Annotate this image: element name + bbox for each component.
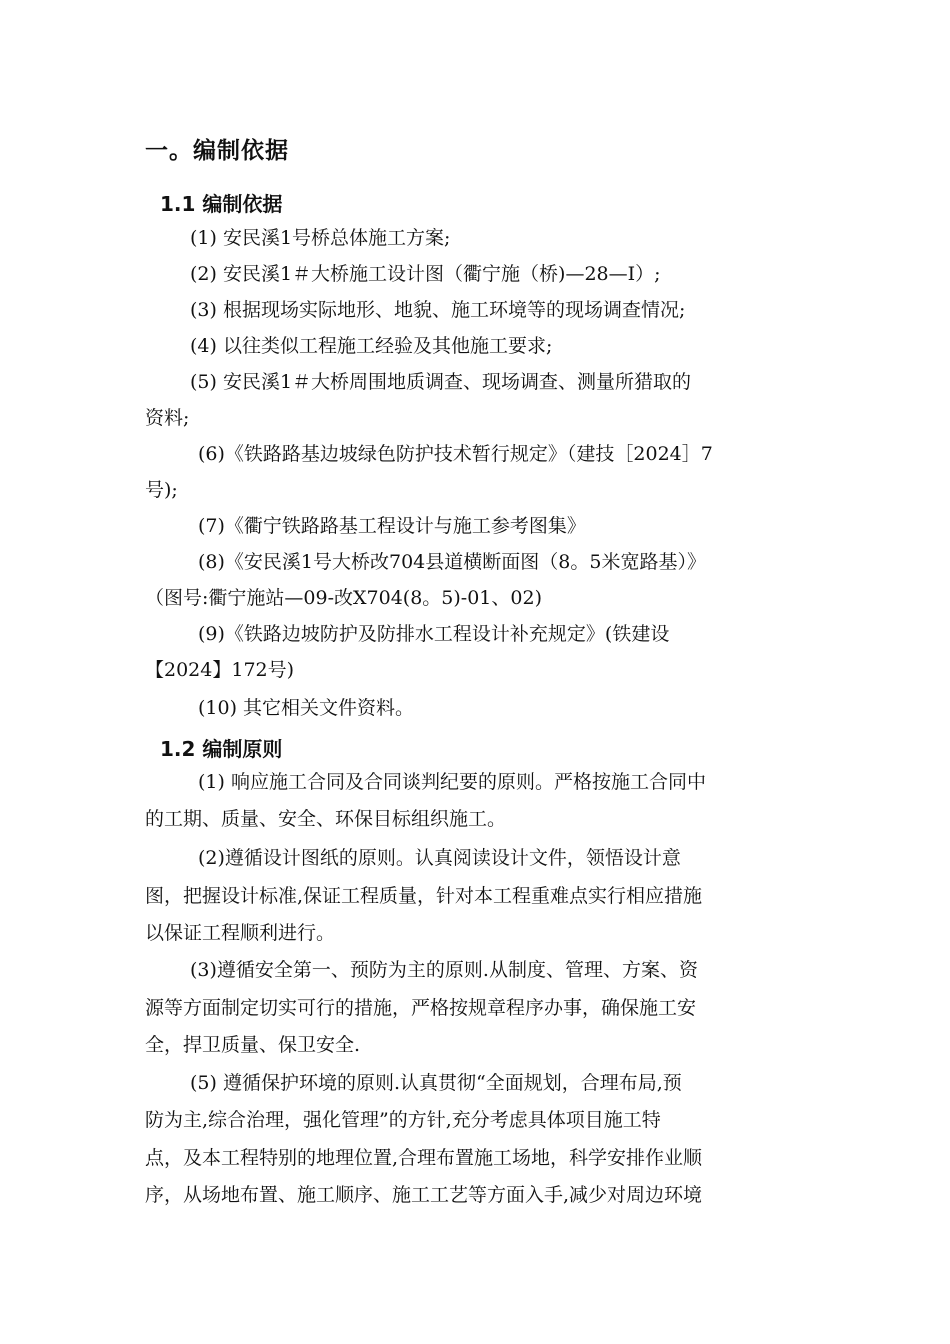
- principle-2-line-1: (2)遵循设计图纸的原则。认真阅读设计文件，领悟设计意: [198, 847, 681, 869]
- section-1-1-title: 1.1 编制依据: [160, 192, 283, 216]
- principle-5-line-2: 防为主,综合治理，强化管理”的方针,充分考虑具体项目施工特: [145, 1109, 661, 1131]
- basis-item-5-line-1: (5) 安民溪1＃大桥周围地质调查、现场调查、测量所猎取的: [190, 371, 692, 393]
- basis-item-9-line-2: 【2024】172号): [145, 659, 295, 681]
- basis-item-10: (10) 其它相关文件资料。: [198, 697, 415, 719]
- principle-3-line-1: (3)遵循安全第一、预防为主的原则.从制度、管理、方案、资: [190, 959, 698, 981]
- section-1-2-title: 1.2 编制原则: [160, 737, 283, 761]
- principle-5-line-4: 序，从场地布置、施工顺序、施工工艺等方面入手,减少对周边环境: [145, 1184, 703, 1206]
- basis-item-9-line-1: (9)《铁路边坡防护及防排水工程设计补充规定》(铁建设: [198, 623, 670, 645]
- principle-5-line-1: (5) 遵循保护环境的原则.认真贯彻“全面规划，合理布局,预: [190, 1072, 682, 1094]
- basis-item-2: (2) 安民溪1＃大桥施工设计图（衢宁施（桥)—28—Ⅰ）;: [190, 263, 661, 285]
- heading-1: 一。编制依据: [145, 138, 289, 164]
- basis-item-8-line-2: （图号:衢宁施站—09-改X704(8。5)-01、02): [145, 587, 542, 609]
- principle-3-line-3: 全，捍卫质量、保卫安全.: [145, 1034, 361, 1056]
- basis-item-4: (4) 以往类似工程施工经验及其他施工要求;: [190, 335, 553, 357]
- principle-1-line-2: 的工期、质量、安全、环保目标组织施工。: [145, 808, 507, 830]
- basis-item-7: (7)《衢宁铁路路基工程设计与施工参考图集》: [198, 515, 586, 537]
- principle-2-line-2: 图，把握设计标准,保证工程质量，针对本工程重难点实行相应措施: [145, 885, 703, 907]
- principle-5-line-3: 点，及本工程特别的地理位置,合理布置施工场地，科学安排作业顺: [145, 1147, 703, 1169]
- basis-item-8-line-1: (8)《安民溪1号大桥改704县道横断面图（8。5米宽路基）》: [198, 551, 706, 573]
- principle-1-line-1: (1) 响应施工合同及合同谈判纪要的原则。严格按施工合同中: [198, 771, 706, 793]
- principle-3-line-2: 源等方面制定切实可行的措施，严格按规章程序办事，确保施工安: [145, 997, 697, 1019]
- principle-2-line-3: 以保证工程顺利进行。: [145, 922, 336, 944]
- basis-item-6-line-2: 号);: [145, 479, 178, 501]
- basis-item-6-line-1: (6)《铁路路基边坡绿色防护技术暂行规定》（建技［2024］7: [198, 443, 713, 465]
- basis-item-5-line-2: 资料;: [145, 407, 190, 429]
- basis-item-3: (3) 根据现场实际地形、地貌、施工环境等的现场调查情况;: [190, 299, 686, 321]
- basis-item-1: (1) 安民溪1号桥总体施工方案;: [190, 227, 451, 249]
